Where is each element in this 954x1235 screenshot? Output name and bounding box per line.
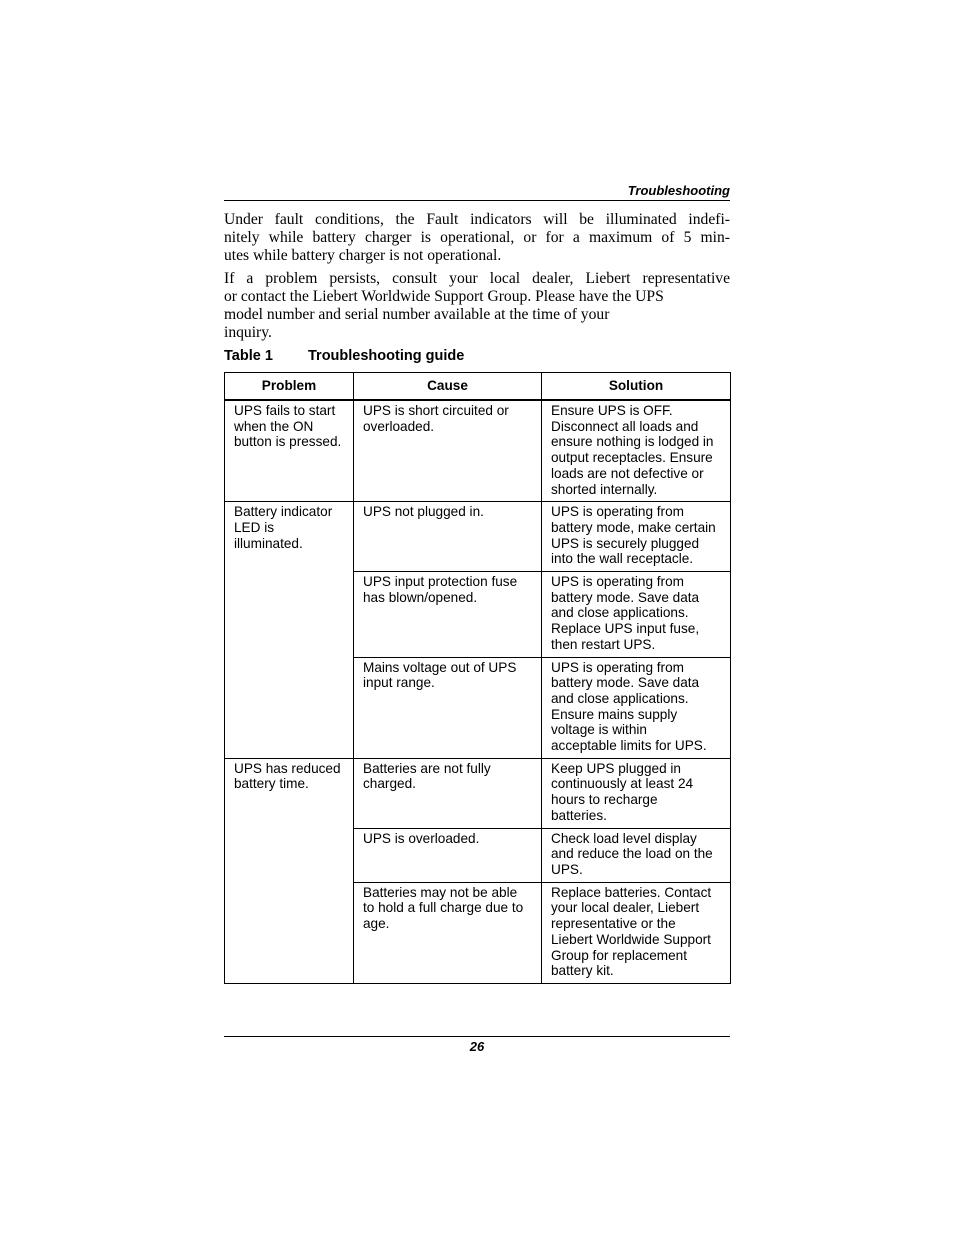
table-row <box>225 502 731 572</box>
solution-cell <box>542 657 731 758</box>
cause-cell <box>354 572 542 658</box>
solution-cell <box>542 400 731 502</box>
paragraph-line: or contact the Liebert Worldwide Support Group. Please have the UPS <box>224 288 664 305</box>
solution-line: continuously at least 24 <box>551 776 694 792</box>
column-header-solution: Solution <box>542 373 731 401</box>
table-row <box>225 400 731 502</box>
solution-line: Group for replacement <box>551 947 688 963</box>
problem-cell <box>225 502 354 759</box>
cause-line: UPS input protection fuse <box>363 574 518 590</box>
solution-line: UPS is operating from <box>551 574 684 590</box>
cause-cell <box>354 657 542 758</box>
problem-line: battery time. <box>234 776 309 792</box>
cause-cell <box>354 502 542 572</box>
solution-line: battery mode. Save data <box>551 675 700 691</box>
solution-line: battery mode. Save data <box>551 589 700 605</box>
solution-line: Check load level display <box>551 830 697 846</box>
table-caption-number: Table 1 <box>224 348 273 364</box>
problem-line: Battery indicator <box>234 504 333 520</box>
solution-line: UPS is securely plugged <box>551 535 700 551</box>
table-caption-title: Troubleshooting guide <box>308 348 465 364</box>
cause-line: to hold a full charge due to <box>363 900 524 916</box>
running-head: Troubleshooting <box>627 183 730 198</box>
solution-line: then restart UPS. <box>551 636 656 652</box>
cause-cell <box>354 882 542 983</box>
cause-line: input range. <box>363 675 435 691</box>
problem-line: illuminated. <box>234 535 303 551</box>
problem-line: UPS fails to start <box>234 403 336 418</box>
paragraph-line: utes while battery charger is not operational. <box>224 247 502 264</box>
solution-line: voltage is within <box>551 722 647 738</box>
cause-line: UPS is overloaded. <box>363 830 480 846</box>
intro-paragraph-2 <box>224 270 730 342</box>
solution-line: ensure nothing is lodged in <box>551 434 714 450</box>
problem-line: when the ON <box>234 418 314 434</box>
solution-cell <box>542 828 731 882</box>
table-body <box>225 400 731 983</box>
solution-line: battery mode, make certain <box>551 519 716 535</box>
solution-line: UPS. <box>551 861 583 877</box>
solution-line: into the wall receptacle. <box>551 551 694 567</box>
cause-cell <box>354 828 542 882</box>
header-rule <box>224 200 730 201</box>
solution-cell <box>542 502 731 572</box>
problem-line: LED is <box>234 519 275 535</box>
solution-line: acceptable limits for UPS. <box>551 738 707 754</box>
solution-line: representative or the <box>551 916 676 932</box>
table-caption <box>224 348 464 364</box>
solution-line: Replace batteries. Contact <box>551 884 712 900</box>
solution-line: and close applications. <box>551 605 689 621</box>
paragraph-line: model number and serial number available at the time of your <box>224 306 610 323</box>
cause-cell <box>354 758 542 828</box>
solution-line: and reduce the load on the <box>551 846 713 862</box>
cause-line: UPS is short circuited or <box>363 403 509 418</box>
problem-cell <box>225 758 354 983</box>
solution-line: loads are not defective or <box>551 465 704 481</box>
table-row <box>225 758 731 828</box>
solution-line: your local dealer, Liebert <box>551 900 700 916</box>
footer-rule <box>224 1036 730 1037</box>
solution-line: Keep UPS plugged in <box>551 760 681 776</box>
problem-line: button is pressed. <box>234 434 342 450</box>
solution-line: UPS is operating from <box>551 504 684 520</box>
paragraph-line: If a problem persists, consult your local dealer, Liebert representative <box>224 270 730 287</box>
cause-line: overloaded. <box>363 418 435 434</box>
solution-line: output receptacles. Ensure <box>551 450 713 466</box>
solution-cell <box>542 758 731 828</box>
solution-line: UPS is operating from <box>551 659 684 675</box>
solution-line: Liebert Worldwide Support <box>551 931 711 947</box>
cause-line: charged. <box>363 776 416 792</box>
column-header-problem: Problem <box>225 373 354 401</box>
solution-line: Ensure UPS is OFF. <box>551 403 673 418</box>
cause-line: age. <box>363 916 390 932</box>
solution-line: Ensure mains supply <box>551 706 678 722</box>
cause-line: Mains voltage out of UPS <box>363 659 517 675</box>
cause-line: Batteries are not fully <box>363 760 491 776</box>
solution-line: Disconnect all loads and <box>551 418 699 434</box>
solution-line: battery kit. <box>551 963 614 979</box>
cause-line: has blown/opened. <box>363 589 478 605</box>
solution-line: shorted internally. <box>551 481 658 497</box>
cause-line: UPS not plugged in. <box>363 504 484 520</box>
solution-line: Replace UPS input fuse, <box>551 621 700 637</box>
solution-cell <box>542 572 731 658</box>
cause-line: Batteries may not be able <box>363 884 518 900</box>
solution-line: hours to recharge <box>551 792 658 808</box>
solution-cell <box>542 882 731 983</box>
paragraph-line: nitely while battery charger is operational, or for a maximum of 5 min- <box>224 229 730 246</box>
solution-line: batteries. <box>551 807 607 823</box>
column-header-cause: Cause <box>354 373 542 401</box>
problem-line: UPS has reduced <box>234 760 341 776</box>
problem-cell <box>225 400 354 502</box>
cause-cell <box>354 400 542 502</box>
paragraph-line: Under fault conditions, the Fault indicators will be illuminated indefi- <box>224 211 730 228</box>
page-number: 26 <box>469 1039 485 1054</box>
troubleshooting-table <box>224 372 731 984</box>
intro-paragraph-1 <box>224 211 730 265</box>
solution-line: and close applications. <box>551 690 689 706</box>
paragraph-line: inquiry. <box>224 324 272 341</box>
table-header-row <box>225 373 731 401</box>
